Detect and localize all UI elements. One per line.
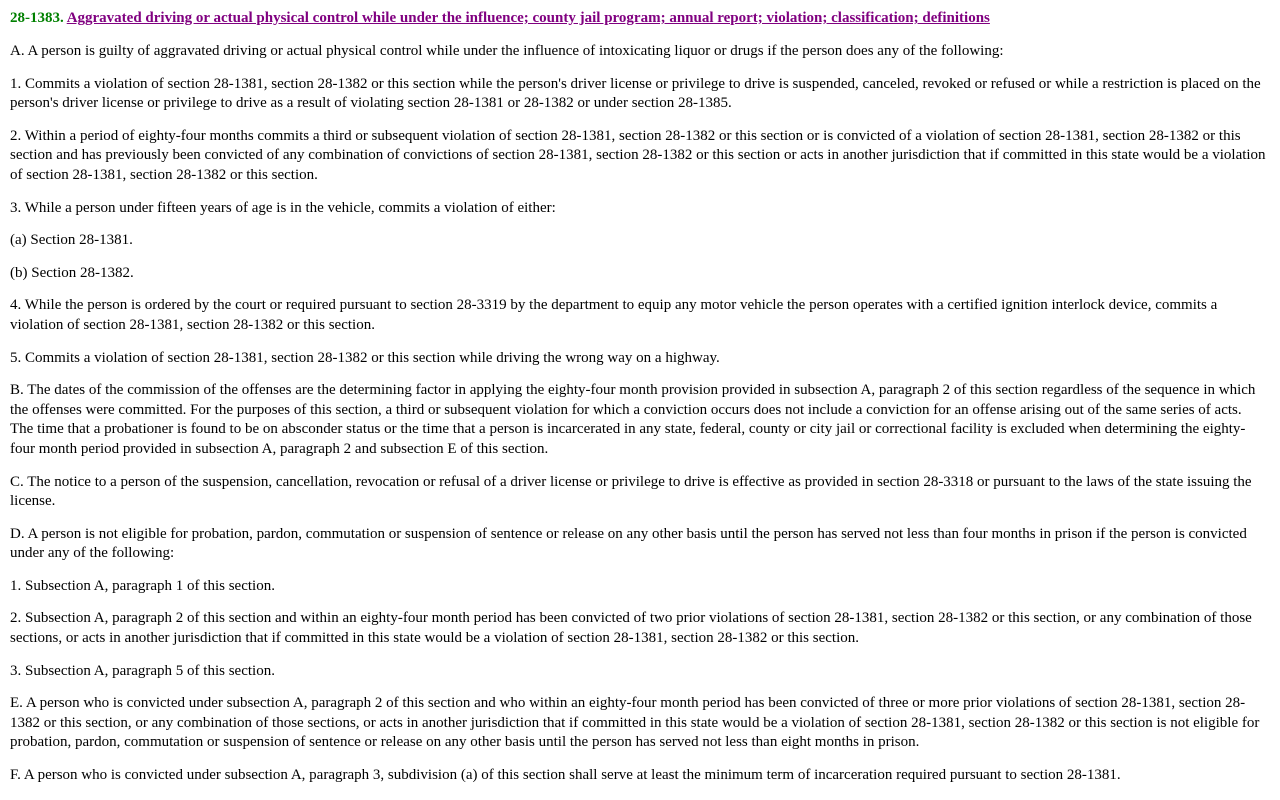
paragraph-subsection-d-3: 3. Subsection A, paragraph 5 of this section. [10, 662, 275, 679]
paragraph-subsection-d-2: 2. Subsection A, paragraph 2 of this section and within an eighty-four month period has been convicted of two prior violations of section 28-1381, section 28-1382 or this section, or any combination of those sections, or acts in another jurisdiction that if committed in this state would be a violation of section 28-1381, section 28-1382 or this section. [10, 610, 1256, 647]
paragraph-subsection-c: C. The notice to a person of the suspension, cancellation, revocation or refusal of a driver license or privilege to drive is effective as provided in section 28-3318 or pursuant to the laws of the state issuing the license. [10, 473, 1256, 510]
paragraph-subsection-d-1: 1. Subsection A, paragraph 1 of this section. [10, 577, 275, 594]
paragraph-subsection-a-1: 1. Commits a violation of section 28-1381, section 28-1382 or this section while the person's driver license or privilege to drive is suspended, canceled, revoked or refused or while a restriction is placed on the person's driver license or privilege to drive as a result of violating section 28-1381 or 28-1382 or under section 28-1385. [10, 75, 1265, 112]
paragraph-subsection-a-3-a: (a) Section 28-1381. [10, 232, 133, 249]
paragraph-subsection-a-3-b: (b) Section 28-1382. [10, 264, 134, 281]
statute-body [10, 42, 1270, 786]
paragraph-subsection-d: D. A person is not eligible for probation, pardon, commutation or suspension of sentence or release on any other basis until the person has served not less than four months in prison if the person is convicted under any of the following: [10, 525, 1251, 562]
paragraph-subsection-a-2: 2. Within a period of eighty-four months commits a third or subsequent violation of section 28-1381, section 28-1382 or this section or is convicted of a violation of section 28-1381, section 28-1382 or this section and has previously been convicted of any combination of convictions of section 28-1381, section 28-1382 or this section or acts in another jurisdiction that if committed in this state would be a violation of section 28-1381, section 28-1382 or this section. [10, 127, 1270, 183]
statute-section-number: 28-1383. [10, 10, 64, 26]
statute-title-link[interactable]: Aggravated driving or actual physical control while under the influence; county jail program; annual report; violation; classification; definitions [66, 10, 990, 26]
paragraph-subsection-a: A. A person is guilty of aggravated driving or actual physical control while under the influence of intoxicating liquor or drugs if the person does any of the following: [10, 43, 1004, 59]
paragraph-subsection-a-4: 4. While the person is ordered by the court or required pursuant to section 28-3319 by the department to equip any motor vehicle the person operates with a certified ignition interlock device, commits a violation of section 28-1381, section 28-1382 or this section. [10, 297, 1222, 333]
paragraph-subsection-a-5: 5. Commits a violation of section 28-1381, section 28-1382 or this section while driving the wrong way on a highway. [10, 349, 720, 366]
paragraph-subsection-e: E. A person who is convicted under subsection A, paragraph 2 of this section and who within an eighty-four month period has been convicted of three or more prior violations of section 28-1381, section 28-1382 or this section, or any combination of those sections, or acts in another jurisdiction that if committed in this state would be a violation of section 28-1381, section 28-1382 or this section is not eligible for probation, pardon, commutation or suspension of sentence or release on any other basis until the person has served not less than eight months in prison. [10, 695, 1264, 751]
paragraph-subsection-a-3: 3. While a person under fifteen years of age is in the vehicle, commits a violation of either: [10, 199, 556, 216]
paragraph-subsection-f: F. A person who is convicted under subsection A, paragraph 3, subdivision (a) of this section shall serve at least the minimum term of incarceration required pursuant to section 28-1381. [10, 767, 1121, 784]
statute-heading [10, 8, 1270, 28]
paragraph-subsection-b: B. The dates of the commission of the offenses are the determining factor in applying the eighty-four month provision provided in subsection A, paragraph 2 of this section regardless of the sequence in which the offenses were committed. For the purposes of this section, a third or subsequent violation for which a conviction occurs does not include a conviction for an offense arising out of the same series of acts. The time that a probationer is found to be on absconder status or the time that a person is incarcerated in any state, federal, county or city jail or correctional facility is excluded when determining the eighty-four month period provided in subsection A, paragraph 2 and subsection E of this section. [10, 382, 1260, 457]
